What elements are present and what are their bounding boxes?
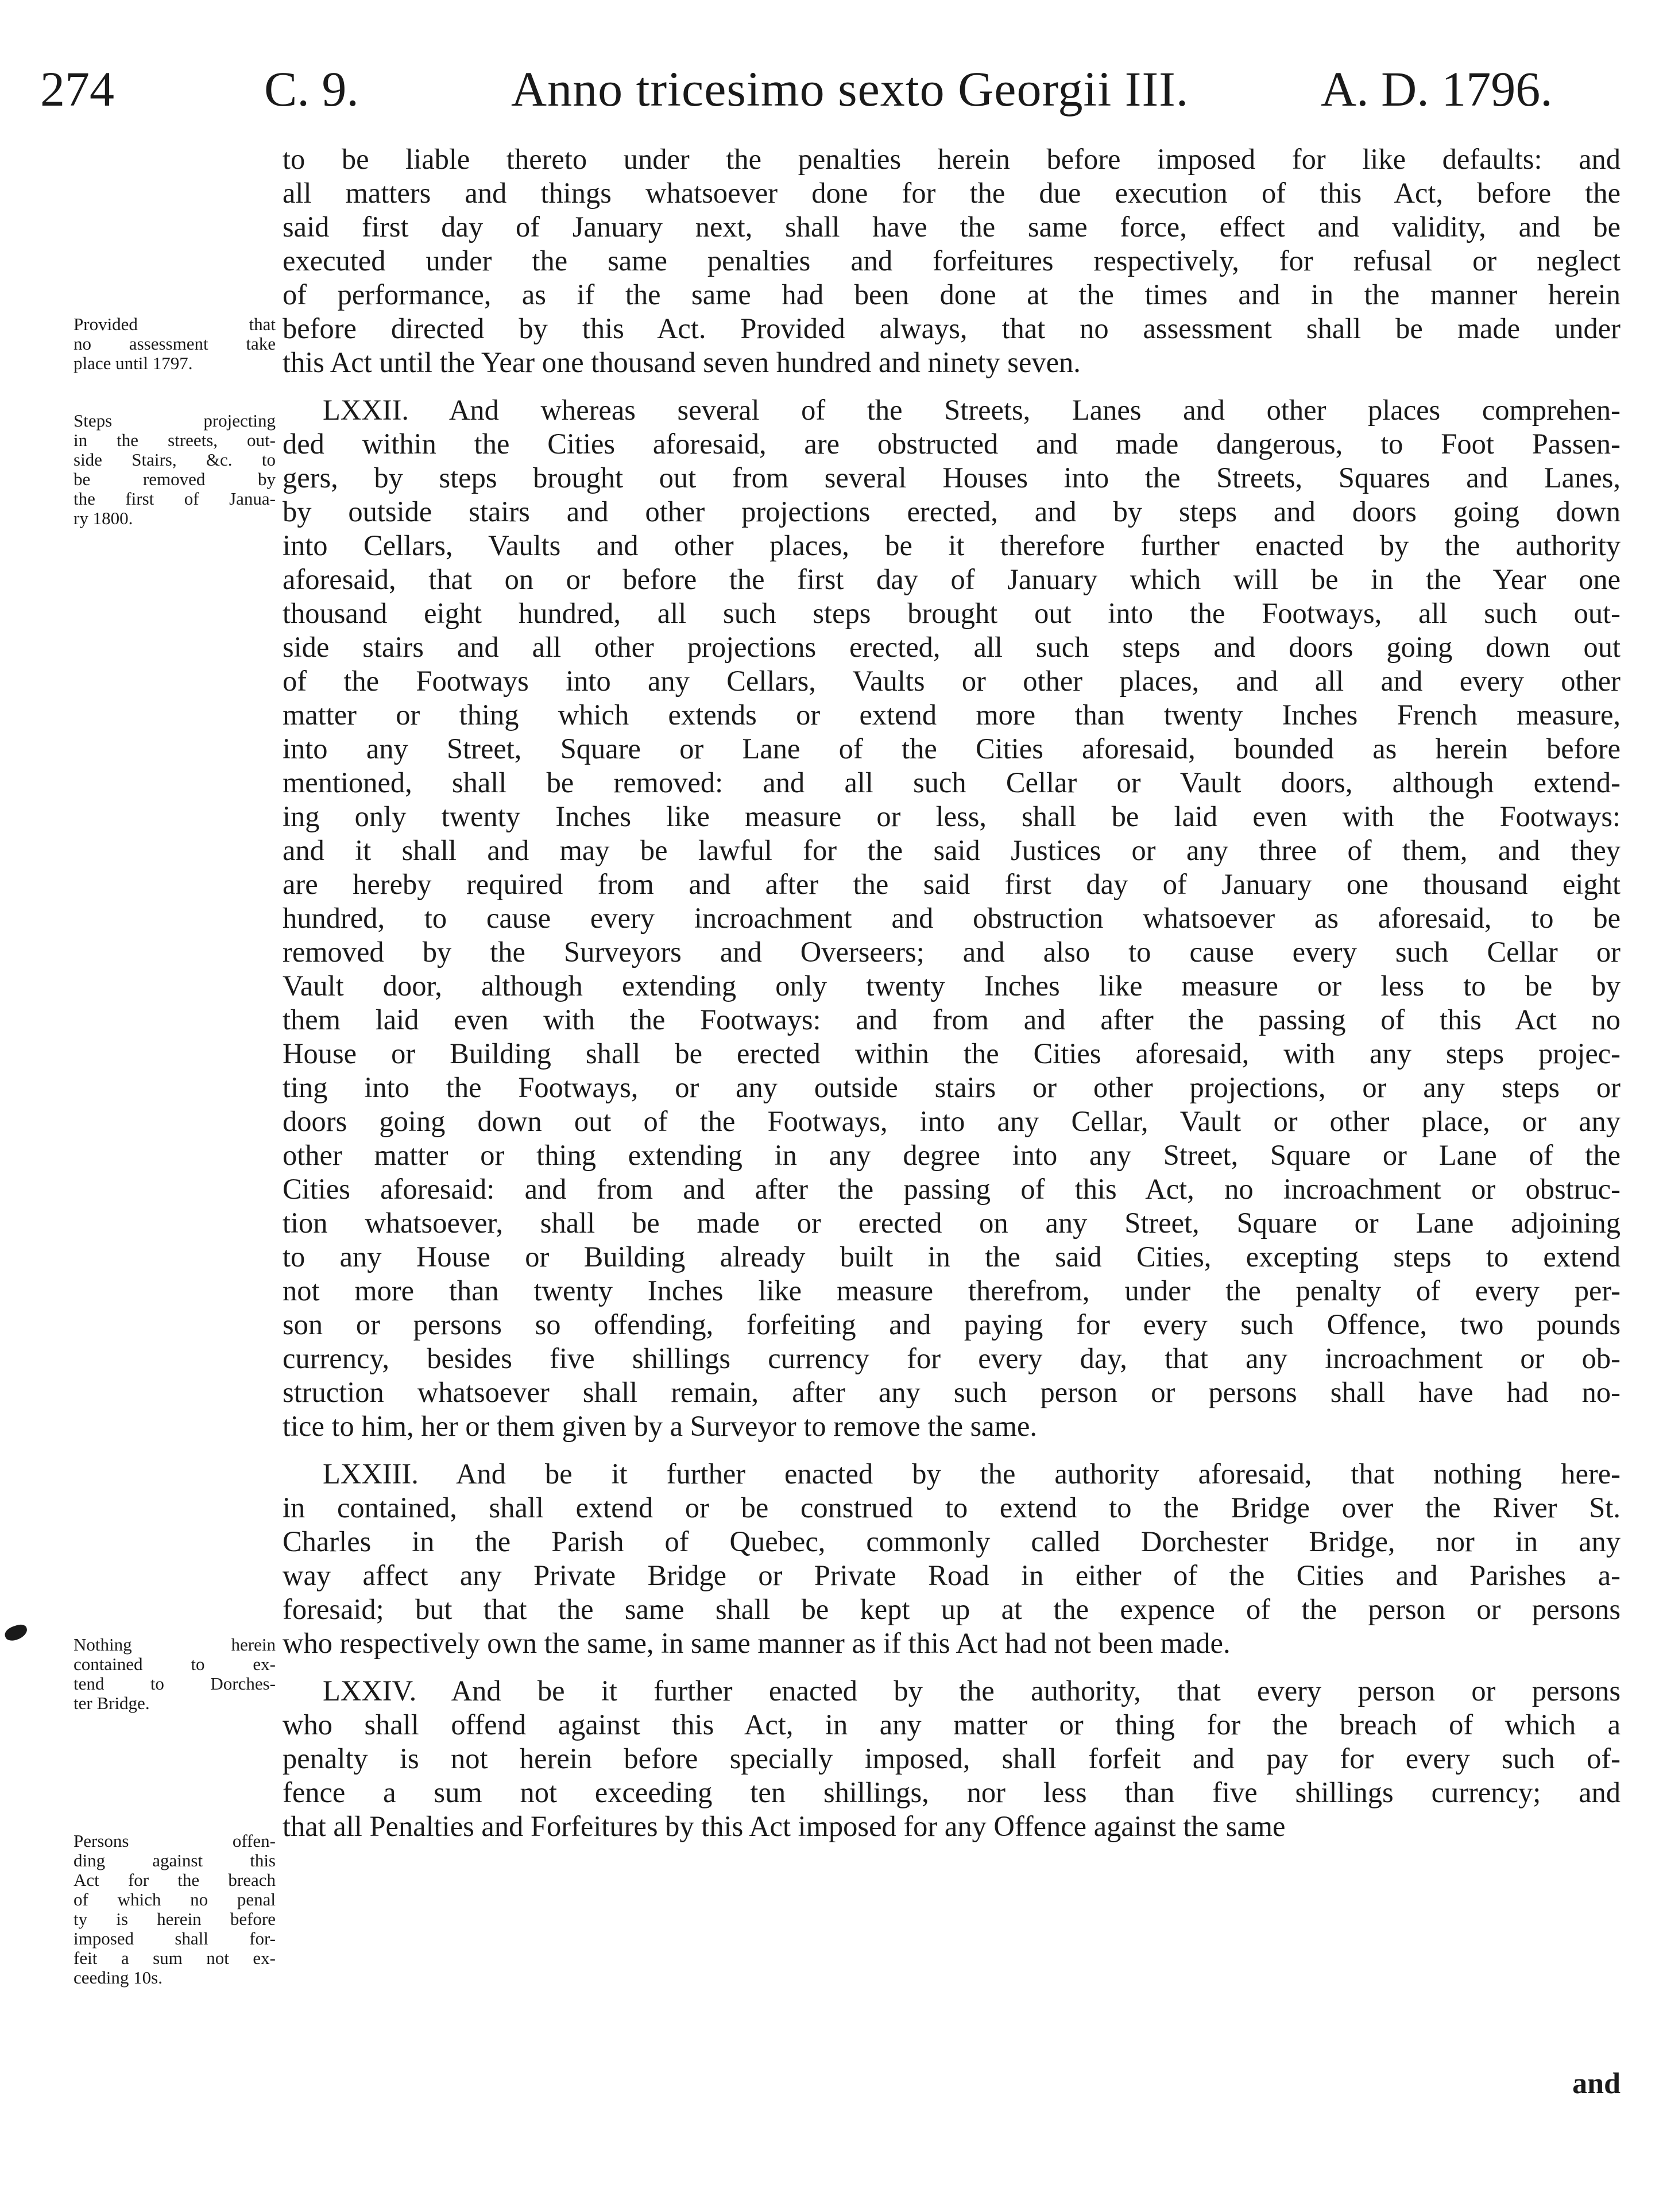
ink-mark (3, 1622, 29, 1642)
text-line: who shall offend against this Act, in any matter or thing for the breach of which a (283, 1709, 1621, 1741)
chapter-number: C. 9. (264, 61, 359, 117)
text-line: that all Penalties and Forfeitures by this Act imposed for any Offence against the same (283, 1810, 1286, 1842)
note-line: place until 1797. (74, 354, 193, 373)
note-line: tend to Dorches- (74, 1674, 276, 1694)
paragraph (283, 393, 1621, 1443)
marginal-note (74, 411, 276, 528)
text-line: tion whatsoever, shall be made or erected on any Street, Square or Lane adjoining (283, 1207, 1621, 1239)
note-line: ry 1800. (74, 509, 133, 528)
note-line: Persons offen- (74, 1831, 276, 1851)
text-line: before directed by this Act. Provided always, that no assessment shall be made under (283, 312, 1621, 344)
text-line: penalty is not herein before specially imposed, shall forfeit and pay for every such of- (283, 1742, 1621, 1775)
text-line: hundred, to cause every incroachment and obstruction whatsoever as aforesaid, to be (283, 902, 1621, 934)
text-line: to any House or Building already built in the said Cities, excepting steps to extend (283, 1241, 1621, 1273)
note-line: side Stairs, &c. to (74, 450, 276, 470)
text-line: Cities aforesaid: and from and after the passing of this Act, no incroachment or obstruc- (283, 1173, 1621, 1205)
text-line: executed under the same penalties and forfeitures respectively, for refusal or neglect (283, 245, 1621, 277)
note-line: no assessment take (74, 334, 276, 354)
note-line: be removed by (74, 470, 276, 489)
text-line: doors going down out of the Footways, into any Cellar, Vault or other place, or any (283, 1105, 1621, 1137)
paragraph (283, 142, 1621, 379)
note-line: Steps projecting (74, 411, 276, 431)
act-title: Anno tricesimo sexto Georgii III. (511, 61, 1189, 117)
text-line: this Act until the Year one thousand seven hundred and ninety seven. (283, 346, 1081, 378)
text-line: son or persons so offending, forfeiting and paying for every such Offence, two pounds (283, 1308, 1621, 1341)
text-line: matter or thing which extends or extend more than twenty Inches French measure, (283, 699, 1621, 731)
catchword: and (1572, 2067, 1621, 2100)
text-line: way affect any Private Bridge or Private Road in either of the Cities and Parishes a- (283, 1559, 1621, 1591)
text-line: LXXII. And whereas several of the Streets, Lanes and other places comprehen- (323, 394, 1621, 426)
note-line: ty is herein before (74, 1909, 276, 1929)
text-line: Vault door, although extending only twenty Inches like measure or less to be by (283, 970, 1621, 1002)
note-line: Act for the breach (74, 1870, 276, 1890)
running-head (40, 55, 1637, 123)
text-line: into any Street, Square or Lane of the Cities aforesaid, bounded as herein before (283, 733, 1621, 765)
text-line: other matter or thing extending in any degree into any Street, Square or Lane of the (283, 1139, 1621, 1171)
note-line: ceeding 10s. (74, 1968, 163, 1988)
text-line: said first day of January next, shall have the same force, effect and validity, and be (283, 211, 1621, 243)
text-line: LXXIII. And be it further enacted by the authority aforesaid, that nothing here- (323, 1458, 1621, 1490)
text-line: ting into the Footways, or any outside stairs or other projections, or any steps or (283, 1071, 1621, 1103)
page-number: 274 (40, 61, 114, 117)
paragraph (283, 1457, 1621, 1660)
text-line: into Cellars, Vaults and other places, be it therefore further enacted by the authority (283, 529, 1621, 561)
marginal-note (74, 1635, 276, 1713)
text-line: of the Footways into any Cellars, Vaults or other places, and all and every other (283, 665, 1621, 697)
note-line: in the streets, out- (74, 431, 276, 450)
text-line: gers, by steps brought out from several Houses into the Streets, Squares and Lanes, (283, 462, 1621, 494)
text-line: foresaid; but that the same shall be kept up at the expence of the person or persons (283, 1593, 1621, 1625)
text-line: are hereby required from and after the said first day of January one thousand eight (283, 868, 1621, 900)
note-line: Nothing herein (74, 1635, 276, 1655)
note-line: ter Bridge. (74, 1694, 150, 1713)
note-line: of which no penal (74, 1890, 276, 1909)
note-line: contained to ex- (74, 1655, 276, 1674)
text-line: not more than twenty Inches like measure therefrom, under the penalty of every per- (283, 1274, 1621, 1307)
text-line: mentioned, shall be removed: and all such Cellar or Vault doors, although extend- (283, 766, 1621, 799)
text-line: Charles in the Parish of Quebec, commonly called Dorchester Bridge, nor in any (283, 1525, 1621, 1558)
text-line: ing only twenty Inches like measure or less, shall be laid even with the Footways: (283, 800, 1621, 832)
text-line: them laid even with the Footways: and from and after the passing of this Act no (283, 1004, 1621, 1036)
text-line: removed by the Surveyors and Overseers; and also to cause every such Cellar or (283, 936, 1621, 968)
note-line: feit a sum not ex- (74, 1948, 276, 1968)
text-line: and it shall and may be lawful for the said Justices or any three of them, and they (283, 834, 1621, 866)
marginal-note (74, 1831, 276, 1988)
note-line: the first of Janua- (74, 489, 276, 509)
text-line: aforesaid, that on or before the first day of January which will be in the Year one (283, 563, 1621, 595)
text-line: to be liable thereto under the penalties herein before imposed for like defaults: and (283, 143, 1621, 175)
body-text (283, 142, 1621, 1843)
note-line: ding against this (74, 1851, 276, 1870)
text-line: in contained, shall extend or be construed to extend to the Bridge over the River St. (283, 1492, 1621, 1524)
marginal-note (74, 315, 276, 373)
text-line: by outside stairs and other projections erected, and by steps and doors going down (283, 495, 1621, 528)
text-line: House or Building shall be erected within the Cities aforesaid, with any steps projec- (283, 1037, 1621, 1070)
text-line: ded within the Cities aforesaid, are obstructed and made dangerous, to Foot Passen- (283, 428, 1621, 460)
text-line: struction whatsoever shall remain, after any such person or persons shall have had no- (283, 1376, 1621, 1408)
text-line: thousand eight hundred, all such steps brought out into the Footways, all such out- (283, 597, 1621, 629)
paragraph (283, 1674, 1621, 1843)
text-line: of performance, as if the same had been done at the times and in the manner herein (283, 278, 1621, 311)
note-line: Provided that (74, 315, 276, 334)
text-line: fence a sum not exceeding ten shillings, nor less than five shillings currency; and (283, 1776, 1621, 1808)
text-line: side stairs and all other projections erected, all such steps and doors going down out (283, 631, 1621, 663)
text-line: currency, besides five shillings currency for every day, that any incroachment or ob- (283, 1342, 1621, 1374)
note-line: imposed shall for- (74, 1929, 276, 1948)
act-date: A. D. 1796. (1321, 61, 1553, 117)
text-line: all matters and things whatsoever done for the due execution of this Act, before the (283, 177, 1621, 209)
text-line: LXXIV. And be it further enacted by the authority, that every person or persons (323, 1675, 1621, 1707)
text-line: tice to him, her or them given by a Surveyor to remove the same. (283, 1410, 1038, 1442)
text-line: who respectively own the same, in same manner as if this Act had not been made. (283, 1627, 1231, 1659)
